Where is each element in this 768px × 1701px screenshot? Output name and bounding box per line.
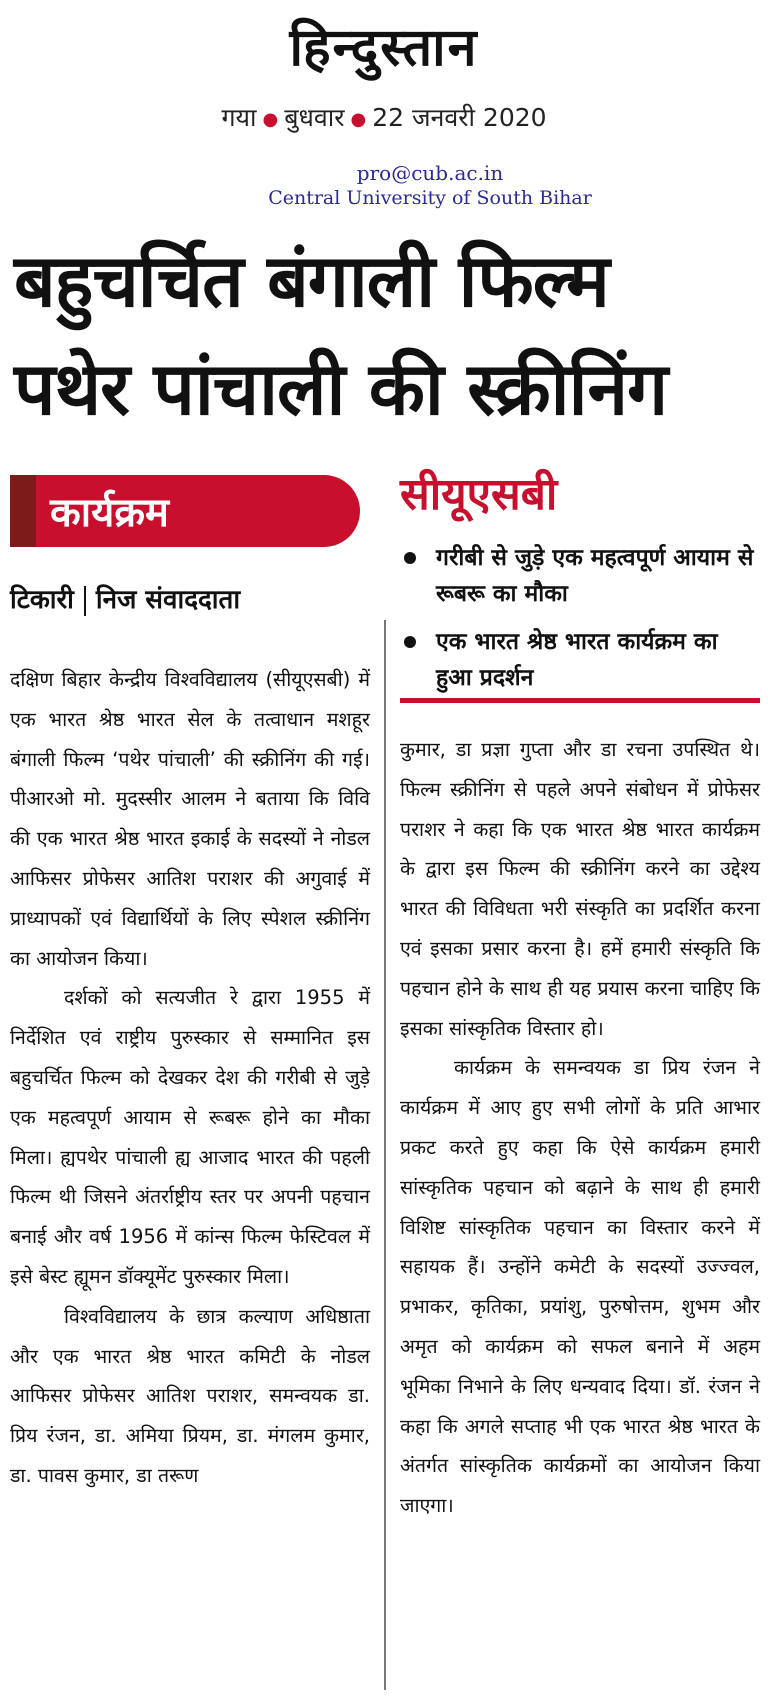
article-paragraph: दर्शकों को सत्यजीत रे द्वारा 1955 में निर्देशित एवं राष्ट्रीय पुरुस्कार से सम्मानित इस बहुचर्चित फिल्म को देखकर देश की गरीबी से जुड़े एक महत्वपूर्ण आयाम से रूबरू होने का मौका मिला। ह्यपथेर पांचाली ह्य आजाद भारत की पहली फिल्म थी जिसने अंतर्राष्ट्रीय स्तर पर अपनी पहचान बनाई और वर्ष 1956 में कांन्स फिल्म फेस्टिवल में इसे बेस्ट ह्यूमन डॉक्यूमेंट पुरुस्कार मिला। xyxy=(10,986,370,1288)
dateline xyxy=(0,100,768,134)
bullet-icon xyxy=(404,552,416,564)
article-paragraph: कार्यक्रम के समन्वयक डा प्रिय रंजन ने कार्यक्रम में आए हुए सभी लोगों के प्रति आभार प्रकट करते हुए कहा कि ऐसे कार्यक्रम हमारी सांस्कृतिक पहचान को बढ़ाने के साथ ही हमारी विशिष्ट सांस्कृतिक पहचान का विस्तार करने में सहायक हैं। उन्होंने कमेटी के सदस्यों उज्ज्वल, प्रभाकर, कृतिका, प्रयांशु, पुरुषोत्तम, शुभम और अमृत को कार्यक्रम को सफल बनाने में अहम भूमिका निभाने के लिए धन्यवाद दिया। डॉ. रंजन ने कहा कि अगले सप्ताह भी एक भारत श्रेष्ठ भारत के अंतर्गत सांस्कृतिक कार्यक्रमों का आयोजन किया जाएगा। xyxy=(400,1056,760,1518)
highlight-item xyxy=(400,540,760,612)
headline-line-1: बहुचर्चित बंगाली फिल्म xyxy=(14,239,609,324)
byline xyxy=(10,580,240,616)
highlight-text: गरीबी से जुड़े एक महत्वपूर्ण आयाम से रूबरू का मौका xyxy=(436,545,754,607)
dateline-city: गया xyxy=(221,103,257,132)
headline-line-2: पथेर पांचाली की स्क्रीनिंग xyxy=(14,347,668,432)
bullet-dot-icon: ● xyxy=(262,108,279,130)
highlights-divider xyxy=(400,698,760,703)
article-paragraph: विश्वविद्यालय के छात्र कल्याण अधिष्ठाता और एक भारत श्रेष्ठ भारत कमिटी के नोडल आफिसर प्रोफेसर आतिश पराशर, समन्वयक डा. प्रिय रंजन, डा. अमिया प्रियम, डा. मंगलम कुमार, डा. पावस कुमार, डा तरूण xyxy=(10,1304,370,1487)
byline-author: निज संवाददाता xyxy=(95,585,241,615)
article-column-left xyxy=(10,660,370,1496)
highlight-item xyxy=(400,624,760,696)
column-divider xyxy=(384,620,386,1690)
article-paragraph: दक्षिण बिहार केन्द्रीय विश्वविद्यालय (सीयूएसबी) में एक भारत श्रेष्ठ भारत सेल के तत्वाधान मशहूर बंगाली फिल्म ‘पथेर पांचाली’ की स्क्रीनिंग की गई। पीआरओ मो. मुदस्सीर आलम ने बताया कि विवि की एक भारत श्रेष्ठ भारत इकाई के सदस्यों ने नोडल आफिसर प्रोफेसर आतिश पराशर की अगुवाई में प्राध्यापकों एवं विद्यार्थियों के लिए स्पेशल स्क्रीनिंग का आयोजन किया। xyxy=(10,668,370,970)
highlight-text: एक भारत श्रेष्ठ भारत कार्यक्रम का हुआ प्रदर्शन xyxy=(436,629,718,691)
article-paragraph: कुमार, डा प्रज्ञा गुप्ता और डा रचना उपस्थित थे। फिल्म स्क्रीनिंग से पहले अपने संबोधन में प्रोफेसर पराशर ने कहा कि एक भारत श्रेष्ठ भारत कार्यक्रम के द्वारा इस फिल्म की स्क्रीनिंग करने का उद्देश्य भारत की विविधता भरी संस्कृति का प्रदर्शित करना एवं इसका प्रसार करना है। हमें हमारी संस्कृति कि पहचान होने के साथ ही यह प्रयास करना चाहिए कि इसका सांस्कृतिक विस्तार हो। xyxy=(400,738,760,1040)
bullet-icon xyxy=(404,636,416,648)
contact-email: pro@cub.ac.in xyxy=(356,161,504,185)
newspaper-masthead: हिन्दुस्तान xyxy=(289,18,479,78)
section-kicker xyxy=(10,475,360,547)
article-column-right xyxy=(400,730,760,1526)
topic-label: सीयूएसबी xyxy=(400,469,558,520)
kicker-accent-strip xyxy=(10,475,36,547)
contact-organization: Central University of South Bihar xyxy=(268,187,592,209)
highlights-list xyxy=(400,540,760,708)
kicker-label: कार्यक्रम xyxy=(50,490,169,536)
contact-stamp xyxy=(220,160,640,210)
byline-separator xyxy=(84,586,86,616)
bullet-dot-icon: ● xyxy=(350,108,367,130)
dateline-day: बुधवार xyxy=(284,103,345,132)
article-headline xyxy=(14,228,764,444)
dateline-date: 22 जनवरी 2020 xyxy=(372,103,547,132)
byline-place: टिकारी xyxy=(10,585,74,615)
